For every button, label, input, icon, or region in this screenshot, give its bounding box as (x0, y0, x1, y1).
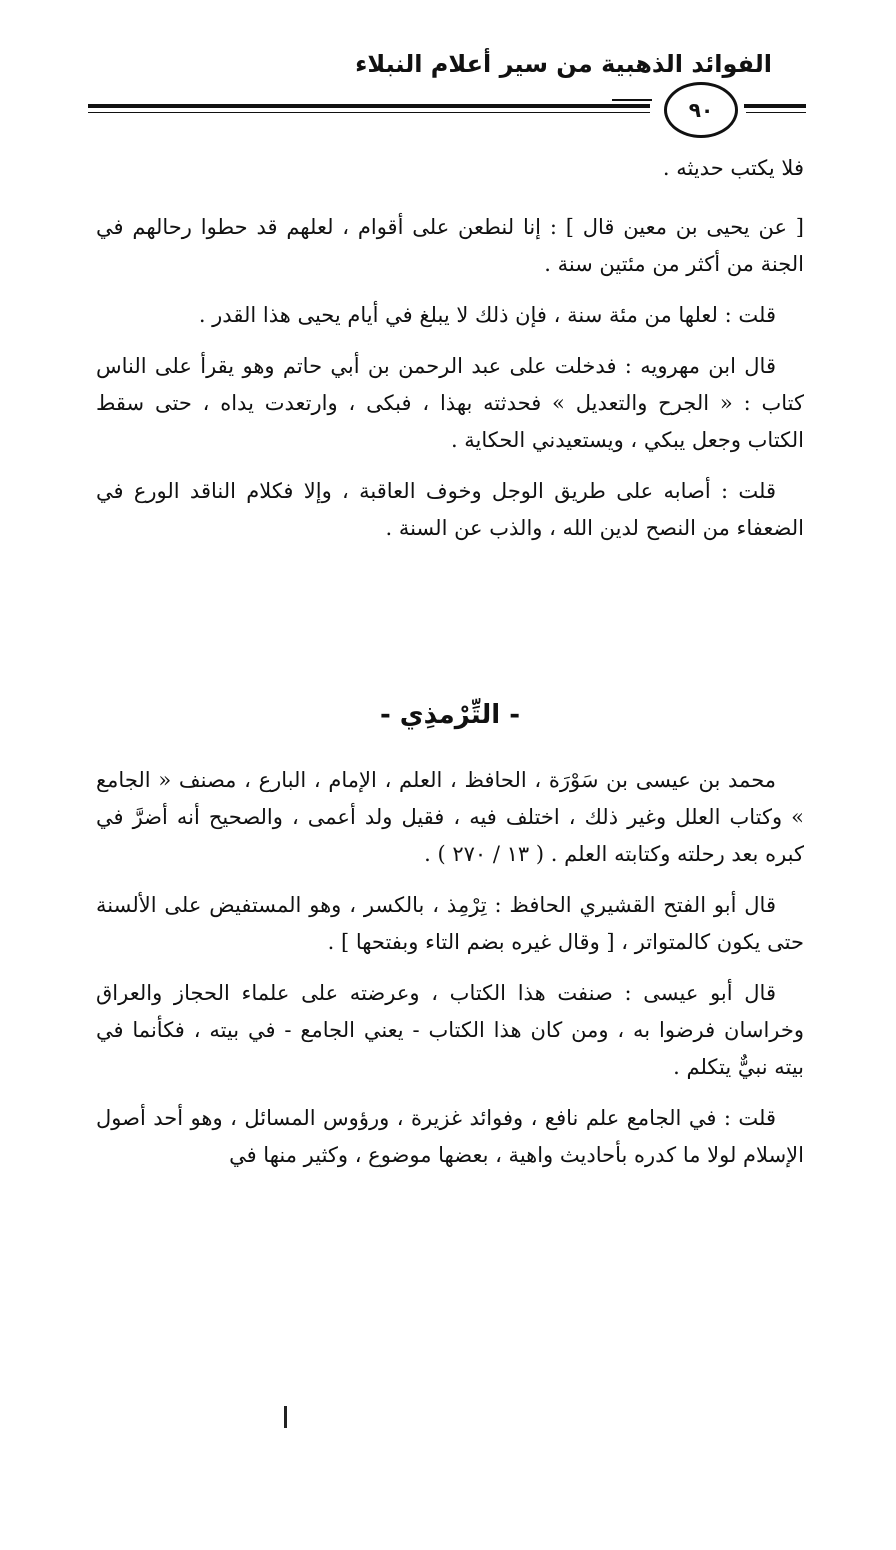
paragraph: قلت : في الجامع علم نافع ، وفوائد غزيرة ، ورؤوس المسائل ، وهو أحد أصول الإسلام لولا ما كدره بأحاديث واهية ، بعضها موضوع ، وكثير منها في (96, 1106, 804, 1167)
page-number: ٩٠ (664, 82, 738, 138)
header-rule-ornament (744, 104, 806, 108)
header-rule-ornament (622, 104, 650, 106)
running-title: الفوائد الذهبية من سير أعلام النبلاء (355, 50, 772, 78)
body-text-top (96, 150, 804, 547)
paragraph: محمد بن عيسى بن سَوْرَة ، الحافظ ، العلم ، الإمام ، البارع ، مصنف « الجامع » وكتاب العلل وغير ذلك ، اختلف فيه ، فقيل ولد أعمى ، والصحيح أنه أضرَّ في كبره بعد رحلته وكتابته العلم . ( ١٣ / ٢٧٠ ) . (96, 768, 804, 866)
paragraph: قال أبو الفتح القشيري الحافظ : تِرْمِذ ، بالكسر ، وهو المستفيض على الألسنة حتى يكون كالمتواتر ، [ وقال غيره بضم التاء وبفتحها ] . (96, 893, 804, 954)
header-rule-ornament (612, 99, 652, 101)
paragraph: قلت : أصابه على طريق الوجل وخوف العاقبة ، وإلا فكلام الناقد الورع في الضعفاء من النصح لدين الله ، والذب عن السنة . (96, 479, 804, 540)
paragraph: [ عن يحيى بن معين قال ] : إنا لنطعن على أقوام ، لعلهم قد حطوا رحالهم في الجنة من أكثر من مئتين سنة . (96, 215, 804, 276)
paragraph: قلت : لعلها من مئة سنة ، فإن ذلك لا يبلغ في أيام يحيى هذا القدر . (198, 303, 776, 327)
footer-mark (284, 1406, 287, 1428)
paragraph: فلا يكتب حديثه . (662, 156, 804, 180)
paragraph: قال أبو عيسى : صنفت هذا الكتاب ، وعرضته على علماء الحجاز والعراق وخراسان فرضوا به ، ومن كان هذا الكتاب - يعني الجامع - في بيته ، فكأنما في بيته نبيٌّ يتكلم . (96, 981, 804, 1079)
paragraph: قال ابن مهرويه : فدخلت على عبد الرحمن بن أبي حاتم وهو يقرأ على الناس كتاب : « الجرح والتعديل » فحدثته بهذا ، فبكى ، وارتعدت يداه ، حتى سقط الكتاب وجعل يبكي ، ويستعيدني الحكاية . (96, 354, 804, 452)
body-text-bottom (96, 762, 804, 1174)
section-heading: - التِّرْمذِي - (379, 700, 521, 730)
